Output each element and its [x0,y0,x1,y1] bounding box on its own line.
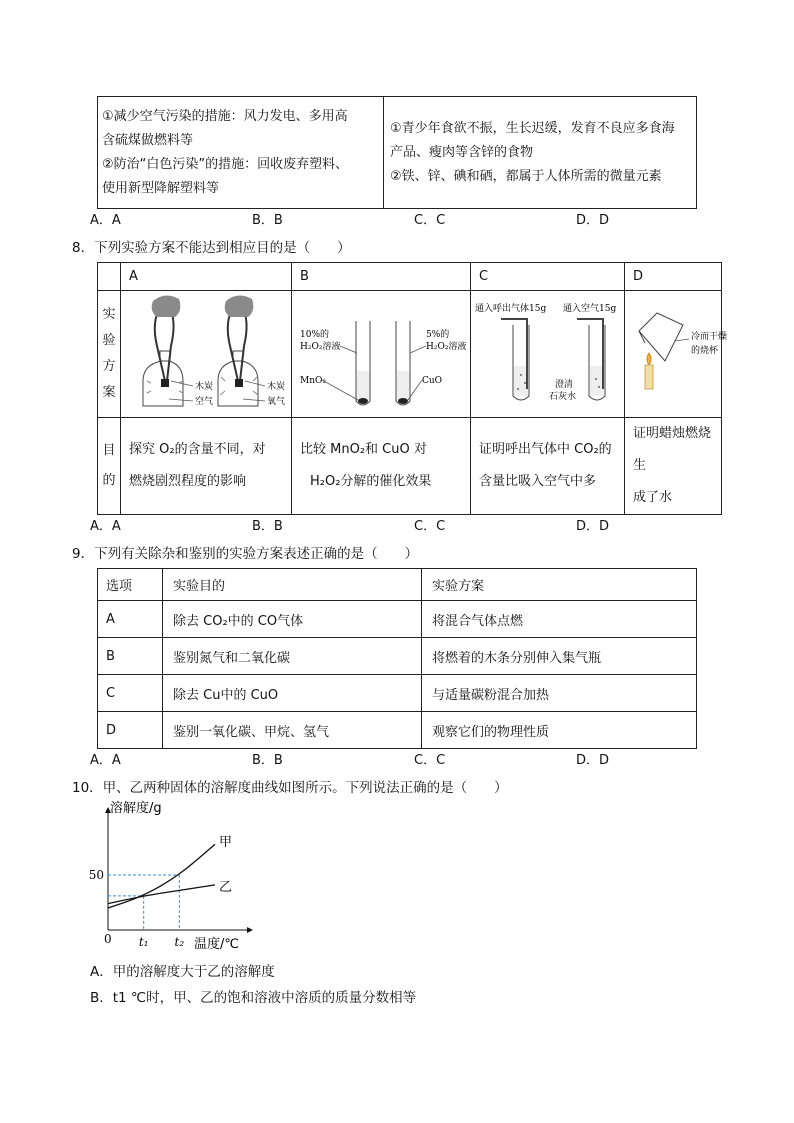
series-line-1 [108,885,215,904]
q7-table [97,96,697,209]
q7-right-cell [384,97,697,209]
fig-c-label: 通入呼出气体15g [475,304,547,314]
q8-options [90,515,650,533]
q9-table [97,568,697,749]
q8-col-header: B [292,263,471,291]
q8-table [97,262,728,515]
q8-col-header: A [121,263,292,291]
purpose-line: 证明呼出气体中 CO₂的 [479,442,612,457]
q8-row-label-plan [98,291,121,418]
option-b[interactable]: B．B [252,753,283,768]
q9-cell: B [98,638,163,675]
table-row [98,638,697,675]
label-char: 方 [102,359,116,374]
q7-left-line: ②防治“白色污染”的措施：回收废弃塑料、 [102,156,349,172]
purpose-line: 比较 MnO₂和 CuO 对 [300,442,427,457]
option-d[interactable]: D．D [576,213,610,228]
q10-choice-a[interactable]: A．甲的溶解度大于乙的溶解度 [90,964,275,980]
label-char: 的 [102,473,116,488]
purpose-line: 成了水 [633,490,673,505]
q7-left-line: ①减少空气污染的措施：风力发电、多用高 [102,108,348,124]
fig-b-label: 10%的 [300,330,330,340]
table-row [98,712,697,749]
option-d[interactable]: D．D [576,753,610,768]
fig-a-label: 木炭 [267,382,286,392]
q9-cell: 鉴别氮气和二氧化碳 [163,638,422,675]
solubility-chart [90,800,260,950]
fig-d-label: 的烧杯 [691,346,719,356]
fig-b-label: H₂O₂溶液 [426,342,467,352]
q8-fig-c-cell [471,291,625,418]
origin-label: 0 [104,932,112,946]
q8-col-header: C [471,263,625,291]
q9-cell: D [98,712,163,749]
q8-fig-d-cell [625,291,728,418]
q7-left-line: 含硫煤做燃料等 [102,132,194,148]
fig-a-label: 木炭 [195,382,214,392]
fig-c-label: 通入空气15g [563,304,617,314]
option-b[interactable]: B．B [252,519,283,534]
fig-c-label: 澄清 [555,380,574,390]
q8-col-header: D [625,263,722,291]
q9-cell: A [98,601,163,638]
q10-choice-b[interactable]: B．t1 ℃时，甲、乙的饱和溶液中溶质的质量分数相等 [90,990,417,1006]
fig-b-label: H₂O₂溶液 [300,342,341,352]
q8-fig-b-cell [292,291,471,418]
label-char: 案 [102,385,116,400]
q9-cell: 除去 CO₂中的 CO气体 [163,601,422,638]
q9-cell: C [98,675,163,712]
q9-header: 实验方案 [422,569,697,601]
option-d[interactable]: D．D [576,519,610,534]
option-a[interactable]: A．A [90,519,121,534]
q9-header: 实验目的 [163,569,422,601]
label-char: 验 [102,333,116,348]
q9-cell: 鉴别一氧化碳、甲烷、氢气 [163,712,422,749]
fig-b-test-tubes [292,291,467,418]
series-label-yi: 乙 [219,879,233,895]
q9-cell: 将混合气体点燃 [422,601,697,638]
q8-purpose-d [625,418,722,515]
option-b[interactable]: B．B [252,213,283,228]
label-char: 实 [102,307,116,322]
fig-c-label: 石灰水 [549,392,577,402]
series-label-jia: 甲 [219,835,233,851]
fig-a-label: 氧气 [267,397,286,407]
q9-header: 选项 [98,569,163,601]
fig-d-label: 冷而干燥 [691,332,728,342]
option-a[interactable]: A．A [90,753,121,768]
option-a[interactable]: A．A [90,213,121,228]
q9-cell: 将燃着的木条分别伸入集气瓶 [422,638,697,675]
q7-options [90,209,650,227]
option-c[interactable]: C．C [414,213,446,228]
fig-d-candle-beaker [625,291,740,418]
q8-row-label-purpose [98,418,121,515]
purpose-line: H₂O₂分解的催化效果 [310,474,432,489]
q7-left-line: 使用新型降解塑料等 [102,180,220,196]
x-axis-label: 温度/℃ [194,937,239,952]
q7-right-line: 产品、瘦肉等含锌的食物 [390,144,534,160]
q10-stem: 10．甲、乙两种固体的溶解度曲线如图所示。下列说法正确的是（ ） [72,780,508,796]
purpose-line: 探究 O₂的含量不同，对 [129,442,266,457]
fig-c-limewater-tubes [471,291,616,418]
q8-corner-cell [98,263,121,291]
q8-fig-a-cell [121,291,292,418]
q7-right-line: ②铁、锌、碘和硒，都属于人体所需的微量元素 [390,168,662,184]
q8-purpose-a [121,418,292,515]
y-axis-label: 溶解度/g [110,801,162,816]
option-c[interactable]: C．C [414,519,446,534]
q7-right-line: ①青少年食欲不振，生长迟缓，发育不良应多食海 [390,120,675,136]
q8-purpose-b [292,418,471,515]
q9-cell: 除去 Cu中的 CuO [163,675,422,712]
q9-cell: 与适量碳粉混合加热 [422,675,697,712]
q8-stem: 8．下列实验方案不能达到相应目的是（ ） [72,240,351,256]
x-tick-label: t₂ [174,935,185,949]
purpose-line: 含量比吸入空气中多 [479,474,597,489]
table-row [98,601,697,638]
q9-options [90,749,650,767]
y-tick-label: 50 [88,868,104,882]
fig-a-label: 空气 [195,397,214,407]
purpose-line: 证明蜡烛燃烧生 [633,426,712,473]
fig-b-label: CuO [422,376,443,386]
series-line-0 [108,844,215,908]
fig-b-label: 5%的 [426,330,450,340]
q8-purpose-c [471,418,625,515]
x-tick-label: t₁ [138,935,149,949]
label-char: 目 [102,443,116,458]
fig-a-combustion-bottles [121,291,286,418]
q9-cell: 观察它们的物理性质 [422,712,697,749]
table-row [98,675,697,712]
option-c[interactable]: C．C [414,753,446,768]
purpose-line: 燃烧剧烈程度的影响 [129,474,247,489]
q9-stem: 9．下列有关除杂和鉴别的实验方案表述正确的是（ ） [72,546,419,562]
q7-left-cell [98,97,384,209]
fig-b-label: MnO₂ [300,376,326,386]
